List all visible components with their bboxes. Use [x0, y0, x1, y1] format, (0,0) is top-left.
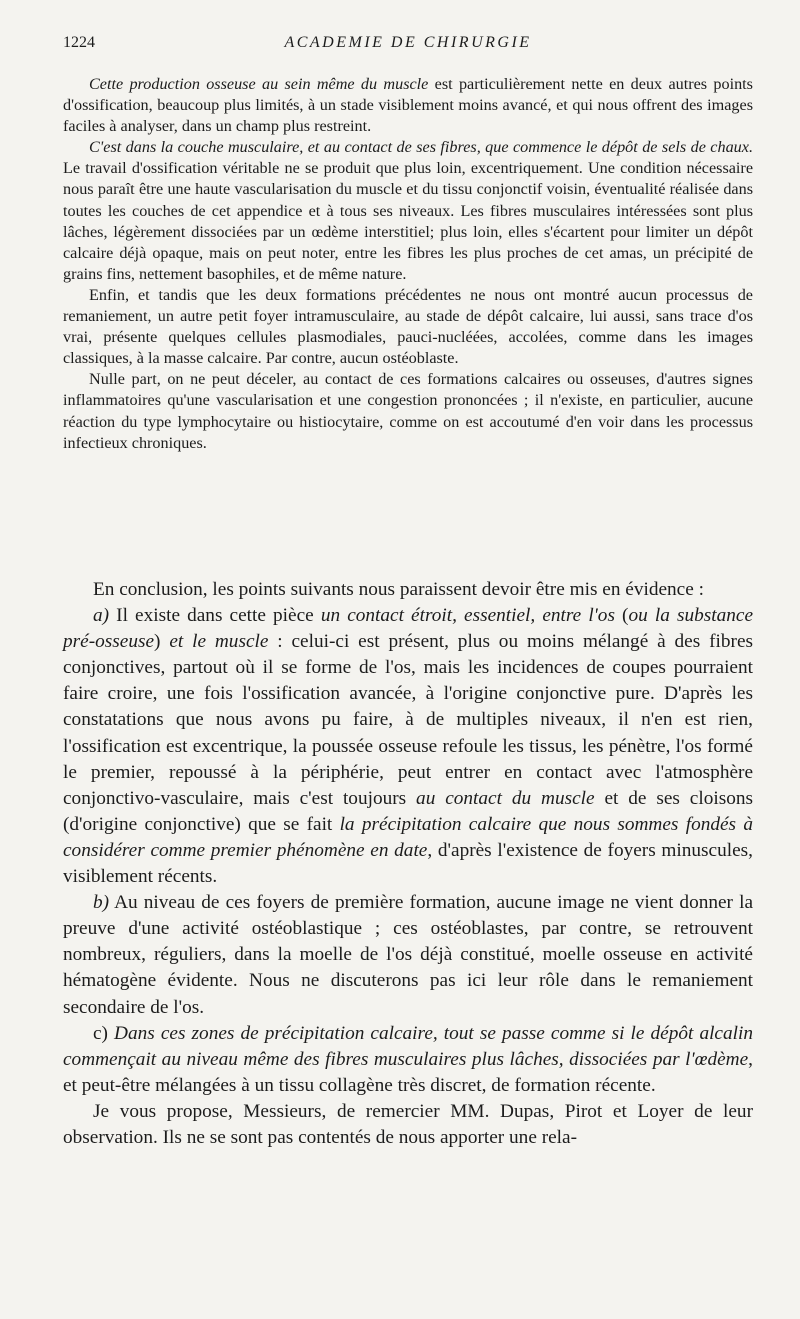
text-span: ) [154, 631, 170, 653]
text-span: ( [614, 605, 629, 627]
paragraph [63, 74, 753, 137]
italic-span: Dans ces zones de précipitation calcaire, tout se passe comme si le dépôt alcalin commençait au niveau même des fibres musculaires plus lâches, dissociées par l'œdème [63, 1022, 753, 1070]
point-c [63, 1021, 753, 1099]
text-span: Au niveau de ces foyers de première formation, aucune image ne vient donner la preuve d'une activité ostéoblastique ; ces ostéoblastes, par contre, se retrouvent nombreux, réguliers, dans la moelle de l'os déjà constitué, moelle osseuse en activité hématogène évidente. Nous ne discuterons pas ici leur rôle dans le remaniement secondaire de l'os. [63, 892, 753, 1018]
page-header [63, 34, 753, 54]
italic-span: Cette production osseuse au sein même du muscle [89, 75, 429, 93]
italic-span: C'est dans la couche musculaire, et au contact de ses fibres, que commence le dépôt de sels de chaux. [89, 138, 753, 157]
observation-text [63, 74, 753, 454]
text-span: Le travail d'ossification véritable ne se produit que plus loin, excentriquement. Une condition nécessaire nous paraît être une haute vascularisation du muscle et du tissu conjonctif voisin, éventualité réalisée dans toutes les couches de cet appendice et à tous ses niveaux. Les fibres musculaires intéressées sont plus lâches, légèrement dissociées par un œdème interstitiel; plus loin, elles s'écartent pour limiter un dépôt calcaire déjà opaque, mais on peut noter, entre les fibres les plus proches de cet amas, un précipité de grains fins, nettement basophiles, et de même nature. [63, 159, 753, 283]
italic-span: et le muscle [169, 631, 269, 653]
text-span: Il existe dans cette pièce [109, 605, 321, 627]
running-title: ACADEMIE DE CHIRURGIE [284, 34, 532, 51]
text-span: , d'après l'existence de foyers minuscules, visiblement récents. [63, 839, 753, 888]
paragraph [63, 137, 753, 285]
text-span: : celui-ci est présent, plus ou moins mélangé à des fibres conjonctives, partout où il se forme de l'os, mais les incidences de coupes pourraient faire croire, une fois l'ossification avancée, à l'origine conjonctive pure. D'après les constatations que nous avons pu faire, à de multiples niveaux, il n'en est rien, l'ossification est excentrique, la poussée osseuse refoule les tissus, les pénètre, l'os formé le premier, repoussé à la périphérie, peut entrer en contact avec l'atmosphère conjonctivo-vasculaire, mais c'est toujours [63, 631, 753, 809]
point-label: a) [93, 605, 110, 627]
paragraph: Enfin, et tandis que les deux formations précédentes ne nous ont montré aucun processus de remaniement, un autre petit foyer intramusculaire, au stade de dépôt calcaire, lui aussi, sans trace d'os vrai, présente quelques cellules plasmodiales, pauci-nucléées, accolées, comme dans les images classiques, à la masse calcaire. Par contre, aucun ostéoblaste. [63, 285, 753, 368]
closing-paragraph: Je vous propose, Messieurs, de remercier MM. Dupas, Pirot et Loyer de leur observation. Ils ne se sont pas contentés de nous apporter une rela- [63, 1100, 753, 1148]
italic-span: ou la substance pré-osseuse [63, 605, 753, 653]
point-label: b) [93, 892, 110, 914]
point-b [63, 890, 753, 1020]
text-span: est particulièrement nette en deux autres points d'ossification, beaucoup plus limités, à un stade visiblement moins avancé, et qui nous offrent des images faciles à analyser, dans un champ plus restreint. [63, 75, 753, 136]
conclusion-text [63, 577, 753, 1151]
text-span: , et peut-être mélangées à un tissu collagène très discret, de formation récente. [63, 1048, 753, 1096]
page-number: 1224 [63, 34, 95, 51]
paragraph: Nulle part, on ne peut déceler, au contact de ces formations calcaires ou osseuses, d'autres signes inflammatoires qu'une vascularisation et une congestion prononcées ; il n'existe, en particulier, aucune réaction du type lymphocytaire ou histiocytaire, comme on est accoutumé d'en voir dans les processus infectieux chroniques. [63, 370, 753, 452]
italic-span: un contact étroit, essentiel, entre l'os [320, 605, 615, 627]
point-label: c) [93, 1022, 108, 1044]
italic-span: la précipitation calcaire que nous sommes fondés à considérer comme premier phénomène en date [63, 813, 753, 861]
italic-span: au contact du muscle [416, 787, 595, 809]
point-a [63, 603, 753, 890]
conclusion-intro: En conclusion, les points suivants nous paraissent devoir être mis en évidence : [93, 579, 704, 600]
text-span: et de ses cloisons (d'origine conjonctive) que se fait [63, 787, 753, 835]
